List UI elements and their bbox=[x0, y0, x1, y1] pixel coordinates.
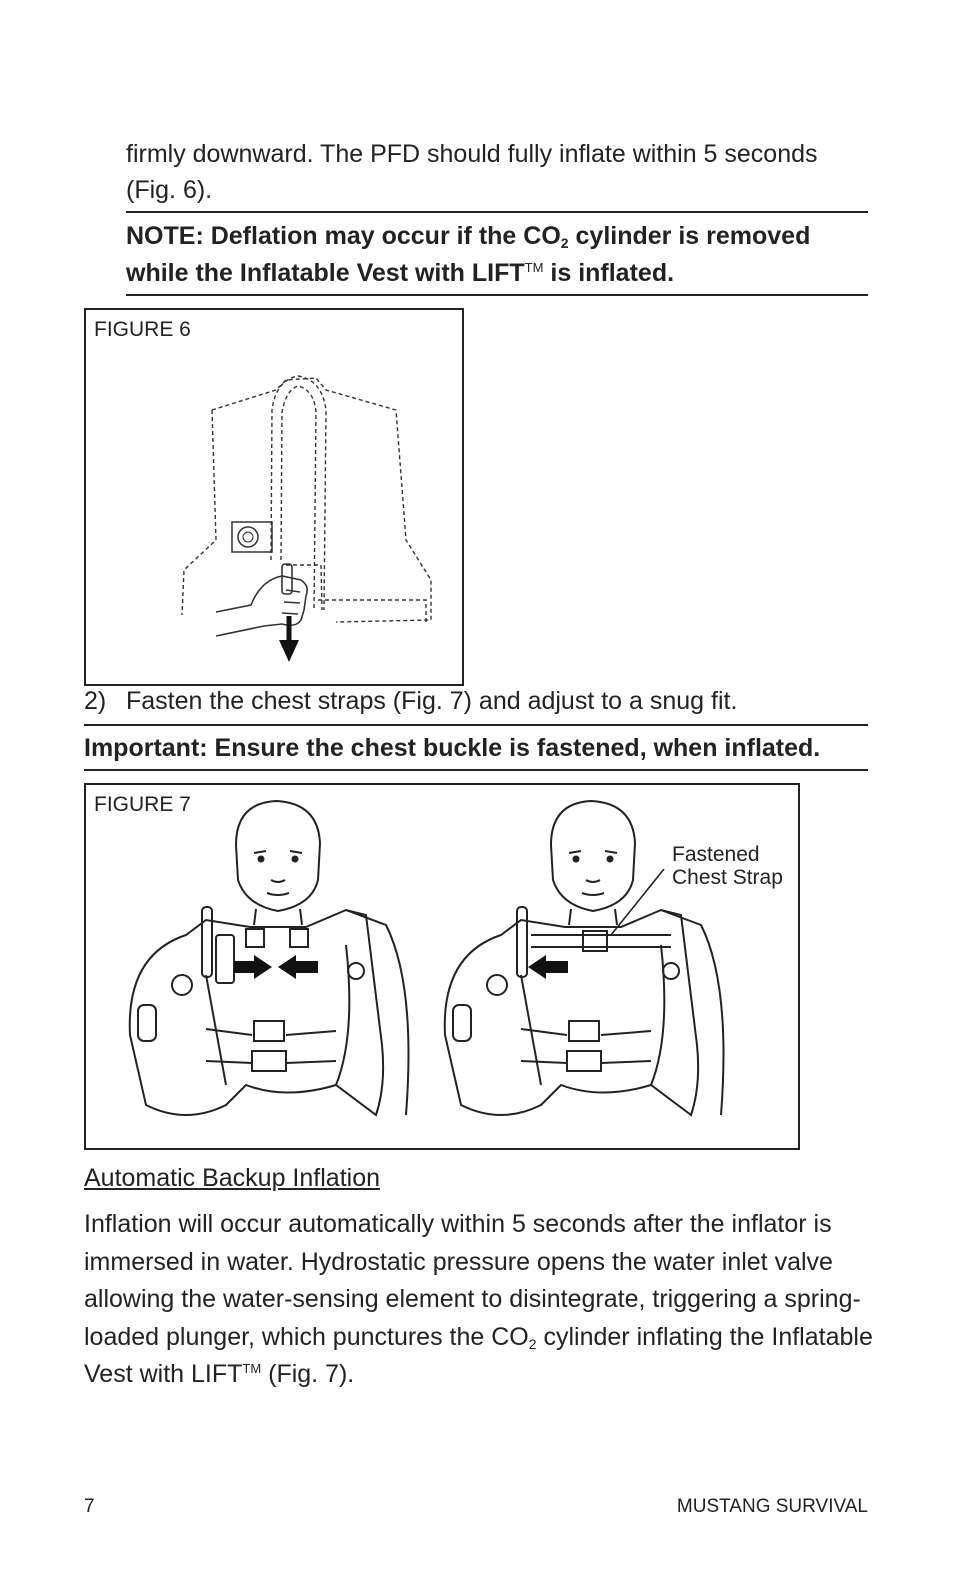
step-2-number: 2) bbox=[84, 687, 107, 715]
body-text-3: (Fig. 7). bbox=[261, 1360, 355, 1388]
footer-brand: MUSTANG SURVIVAL bbox=[676, 1496, 868, 1517]
note-text-1: NOTE: Deflation may occur if the CO bbox=[126, 222, 561, 250]
section-body bbox=[84, 1206, 874, 1394]
continuation-paragraph: firmly downward. The PFD should fully inflate within 5 seconds (Fig. 6). bbox=[126, 140, 818, 204]
chest-strap-illustration bbox=[86, 785, 798, 1148]
note-subscript: 2 bbox=[560, 235, 569, 251]
note-trademark: TM bbox=[524, 260, 544, 275]
note-text-3: is inflated. bbox=[543, 259, 675, 287]
callout-line-1: Fastened bbox=[672, 843, 760, 866]
section-heading: Automatic Backup Inflation bbox=[84, 1164, 380, 1192]
figure-6-label: FIGURE 6 bbox=[94, 318, 191, 341]
important-bottom-rule bbox=[84, 769, 868, 771]
body-subscript: 2 bbox=[528, 1335, 537, 1352]
important-note: Important: Ensure the chest buckle is fastened, when inflated. bbox=[84, 734, 821, 762]
body-trademark: TM bbox=[242, 1361, 262, 1376]
note-text-2: cylinder is removed while the Inflatable Vest with LIFT bbox=[126, 222, 811, 287]
body-text-1: Inflation will occur automatically within 5 seconds after the inflator is immersed in water. Hydrostatic pressure opens the water inlet valve allowing the water-sensing element to disintegrate, triggering a spring-loaded plunger, which punctures the CO bbox=[84, 1210, 861, 1351]
body-text-2: cylinder inflating the Inflatable Vest with LIFT bbox=[84, 1322, 873, 1388]
important-top-rule bbox=[84, 724, 868, 726]
step-2-text: Fasten the chest straps (Fig. 7) and adjust to a snug fit. bbox=[126, 687, 738, 715]
note-bottom-rule bbox=[126, 294, 868, 296]
figure-7 bbox=[84, 783, 800, 1150]
note-top-rule bbox=[126, 211, 868, 213]
page-number: 7 bbox=[84, 1496, 95, 1517]
step-2 bbox=[84, 684, 884, 718]
deflation-note bbox=[126, 218, 866, 292]
figure-6 bbox=[84, 308, 464, 686]
person-unfastened bbox=[130, 801, 409, 1115]
vest-pull-illustration bbox=[86, 310, 462, 684]
callout-line-2: Chest Strap bbox=[672, 866, 783, 889]
figure-7-label: FIGURE 7 bbox=[94, 793, 191, 816]
